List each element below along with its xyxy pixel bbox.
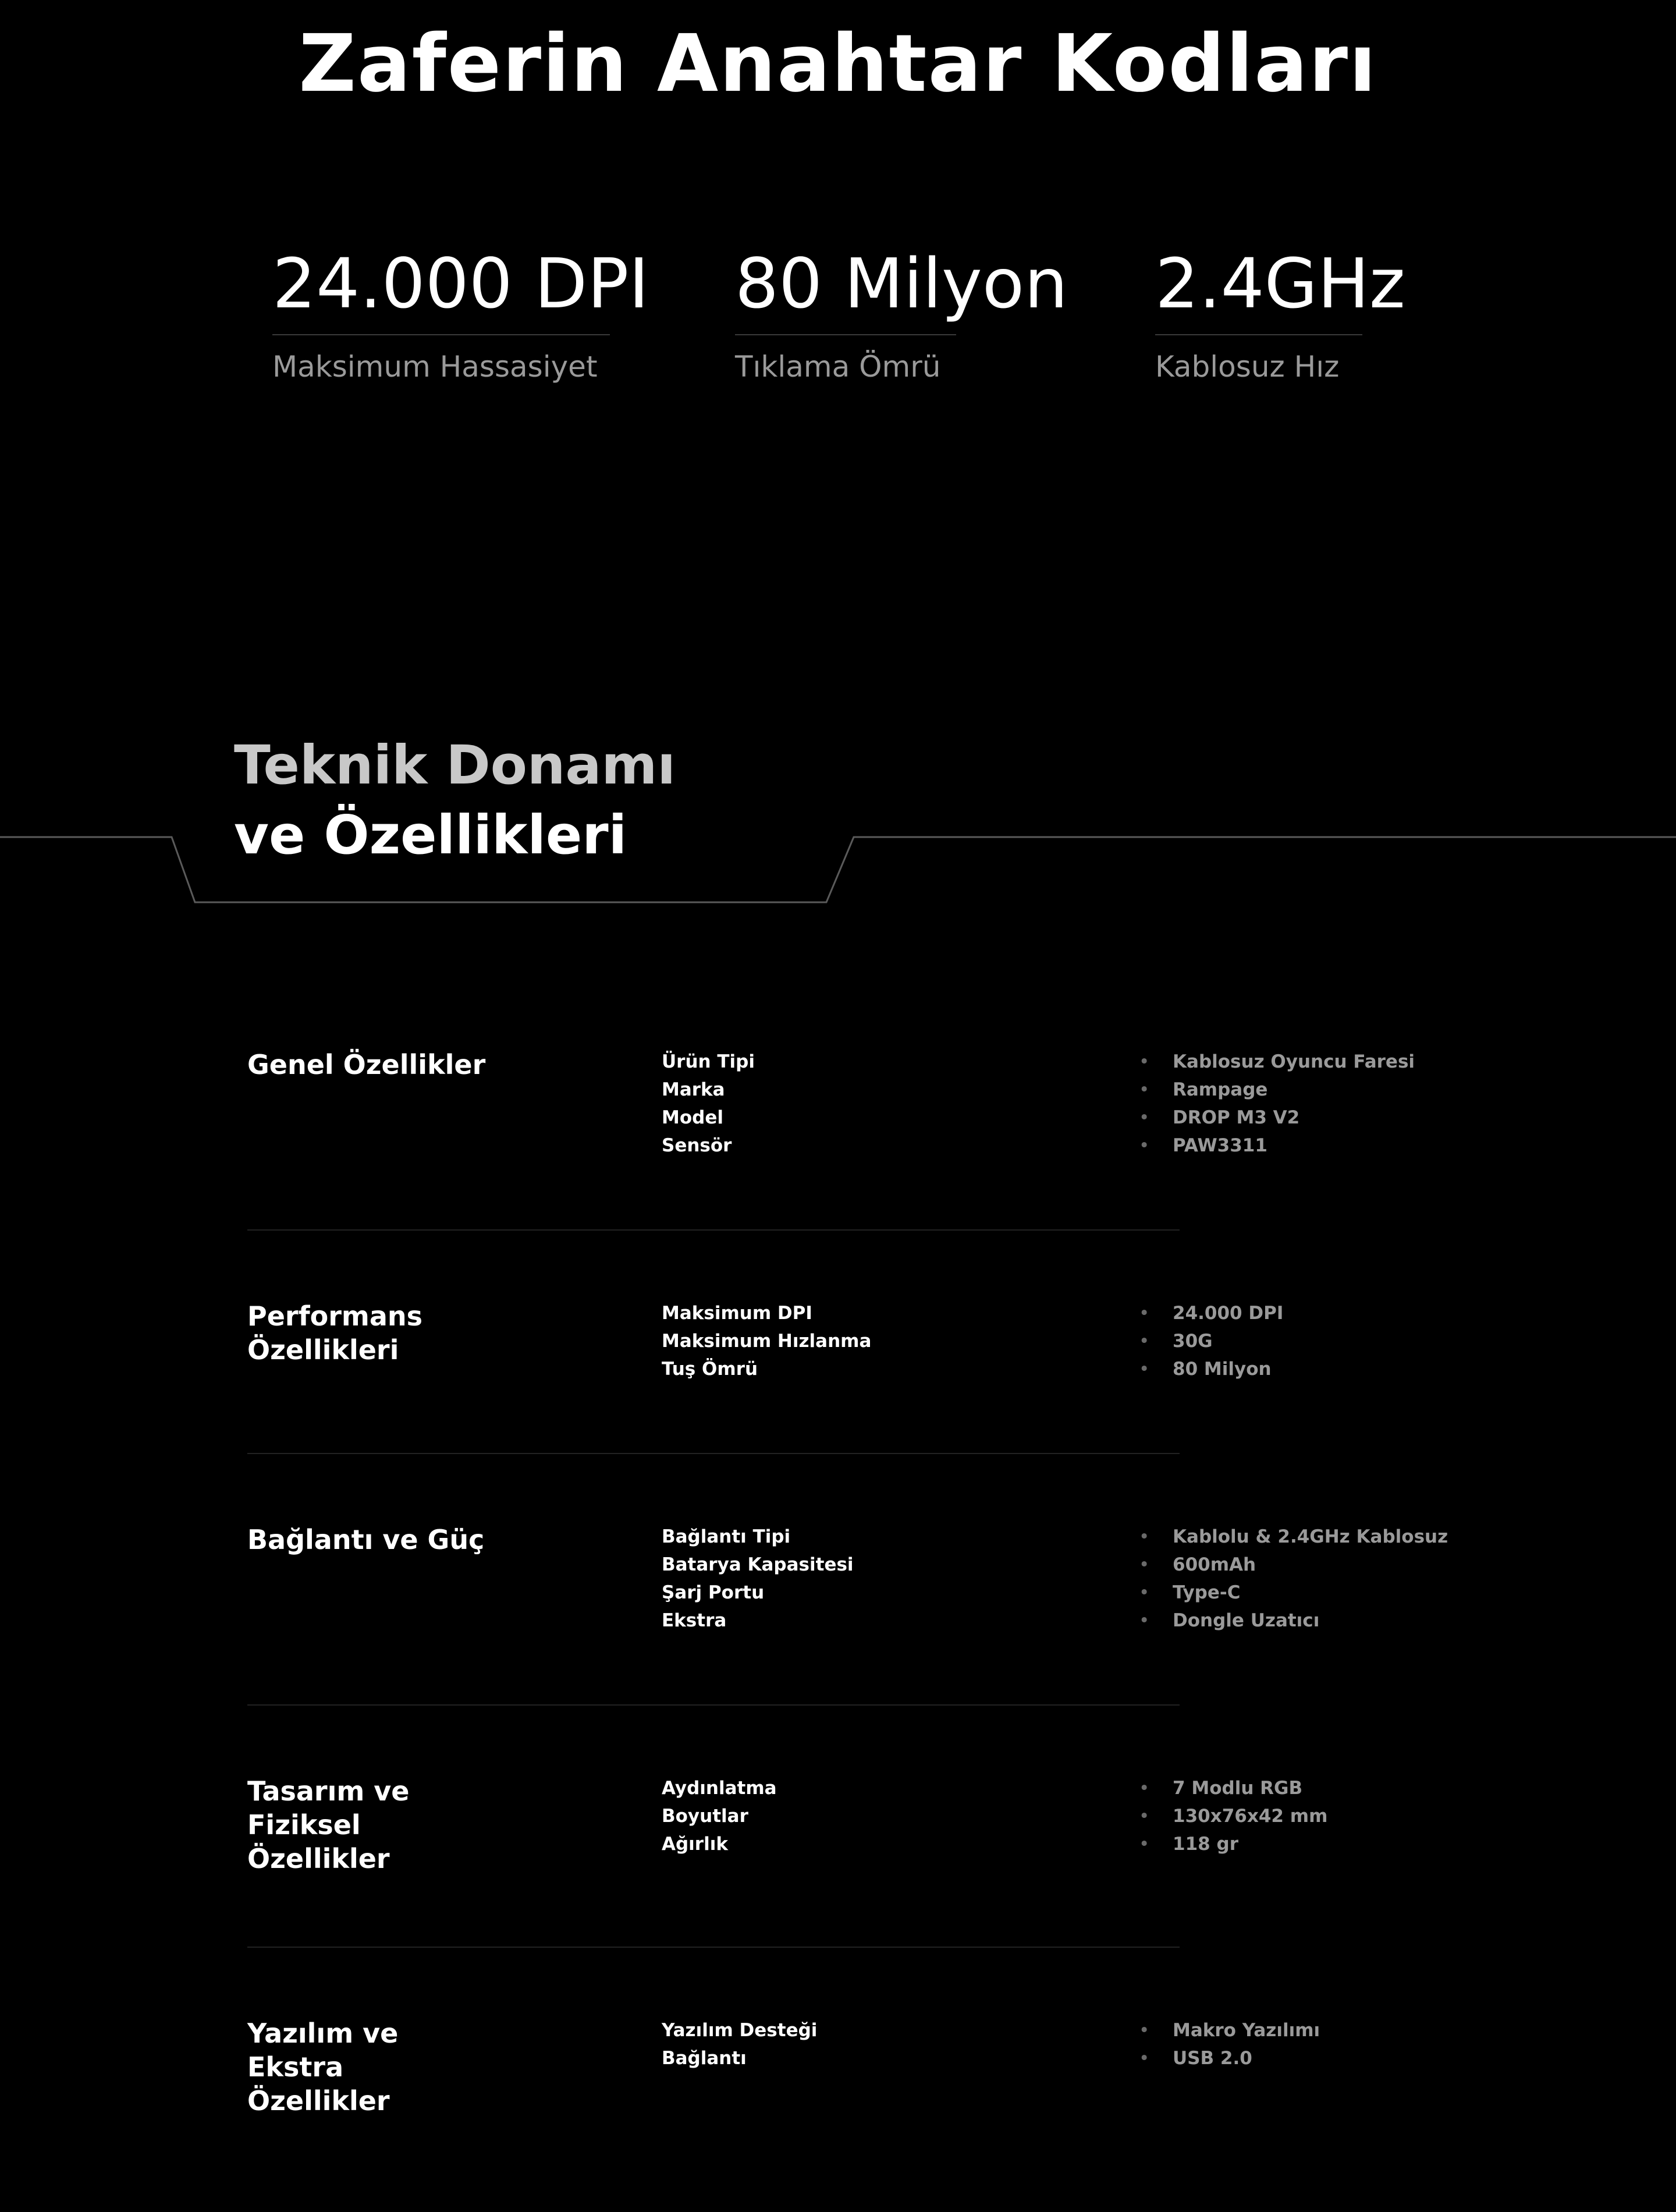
- stat-label: Maksimum Hassasiyet: [272, 350, 598, 384]
- spec-key: Tuş Ömrü: [662, 1359, 758, 1380]
- spec-value: 24.000 DPI: [1173, 1303, 1284, 1324]
- bullet-icon: •: [1139, 1079, 1150, 1100]
- spec-value: Kablolu & 2.4GHz Kablosuz: [1173, 1526, 1448, 1547]
- stat-value: 2.4GHz: [1155, 243, 1405, 324]
- spec-value: 80 Milyon: [1173, 1359, 1272, 1380]
- spec-key: Maksimum Hızlanma: [662, 1331, 872, 1352]
- group-divider: [247, 1453, 1180, 1454]
- bullet-icon: •: [1139, 1135, 1150, 1156]
- spec-value: PAW3311: [1173, 1135, 1267, 1156]
- group-divider: [247, 1947, 1180, 1948]
- spec-key: Batarya Kapasitesi: [662, 1554, 854, 1575]
- spec-value: Dongle Uzatıcı: [1173, 1610, 1320, 1631]
- group-title: Tasarım ve Fiziksel Özellikler: [247, 1775, 410, 1874]
- spec-value: DROP M3 V2: [1173, 1107, 1300, 1128]
- spec-key: Ekstra: [662, 1610, 727, 1631]
- stat-value: 24.000 DPI: [272, 243, 649, 324]
- group-title: Yazılım ve Ekstra Özellikler: [247, 2018, 399, 2117]
- spec-key: Maksimum DPI: [662, 1303, 812, 1324]
- bullet-icon: •: [1139, 1526, 1150, 1547]
- spec-value: Makro Yazılımı: [1173, 2020, 1320, 2041]
- stat-wireless-speed: [1155, 240, 1405, 385]
- bullet-icon: •: [1139, 1582, 1150, 1603]
- group-title: Genel Özellikler: [247, 1049, 486, 1080]
- spec-key: Yazılım Desteği: [662, 2020, 818, 2041]
- stat-divider: [735, 334, 956, 335]
- spec-key: Şarj Portu: [662, 1582, 765, 1603]
- stat-divider: [272, 334, 610, 335]
- spec-value: Kablosuz Oyuncu Faresi: [1173, 1051, 1415, 1072]
- spec-value: 600mAh: [1173, 1554, 1256, 1575]
- bullet-icon: •: [1139, 1554, 1150, 1575]
- spec-key: Sensör: [662, 1135, 732, 1156]
- spec-key: Ağırlık: [662, 1834, 728, 1855]
- bullet-icon: •: [1139, 2020, 1150, 2041]
- stat-label: Tıklama Ömrü: [735, 350, 941, 384]
- hero-title: Zaferin Anahtar Kodları: [299, 18, 1377, 110]
- spec-value: Type-C: [1173, 1582, 1241, 1603]
- stat-divider: [1155, 334, 1362, 335]
- bullet-icon: •: [1139, 1107, 1150, 1128]
- spec-key: Bağlantı Tipi: [662, 1526, 791, 1547]
- bullet-icon: •: [1139, 1778, 1150, 1799]
- bullet-icon: •: [1139, 1051, 1150, 1072]
- spec-value: 7 Modlu RGB: [1173, 1778, 1303, 1799]
- section-heading-line2: ve Özellikleri: [234, 804, 627, 866]
- bullet-icon: •: [1139, 1331, 1150, 1352]
- spec-key: Model: [662, 1107, 723, 1128]
- spec-value: USB 2.0: [1173, 2048, 1252, 2069]
- group-title: Bağlantı ve Güç: [247, 1524, 485, 1555]
- bullet-icon: •: [1139, 1303, 1150, 1324]
- bullet-icon: •: [1139, 1610, 1150, 1631]
- spec-key: Boyutlar: [662, 1806, 748, 1827]
- group-divider: [247, 1229, 1180, 1231]
- bullet-icon: •: [1139, 1806, 1150, 1827]
- spec-value: 130x76x42 mm: [1173, 1806, 1328, 1827]
- spec-value: 118 gr: [1173, 1834, 1238, 1855]
- stat-dpi: [272, 240, 649, 385]
- spec-value: Rampage: [1173, 1079, 1268, 1100]
- group-title: Performans Özellikleri: [247, 1300, 422, 1366]
- spec-value: 30G: [1173, 1331, 1213, 1352]
- bullet-icon: •: [1139, 2048, 1150, 2069]
- stat-value: 80 Milyon: [735, 243, 1068, 324]
- bullet-icon: •: [1139, 1834, 1150, 1855]
- heading-frame: [0, 827, 1676, 908]
- spec-key: Ürün Tipi: [662, 1051, 755, 1072]
- stat-click-life: [735, 240, 1068, 385]
- spec-key: Marka: [662, 1079, 725, 1100]
- group-divider: [247, 1704, 1180, 1706]
- section-heading-line1: Teknik Donamı: [234, 734, 676, 796]
- stat-label: Kablosuz Hız: [1155, 350, 1340, 384]
- bullet-icon: •: [1139, 1359, 1150, 1380]
- spec-key: Aydınlatma: [662, 1778, 777, 1799]
- spec-key: Bağlantı: [662, 2048, 747, 2069]
